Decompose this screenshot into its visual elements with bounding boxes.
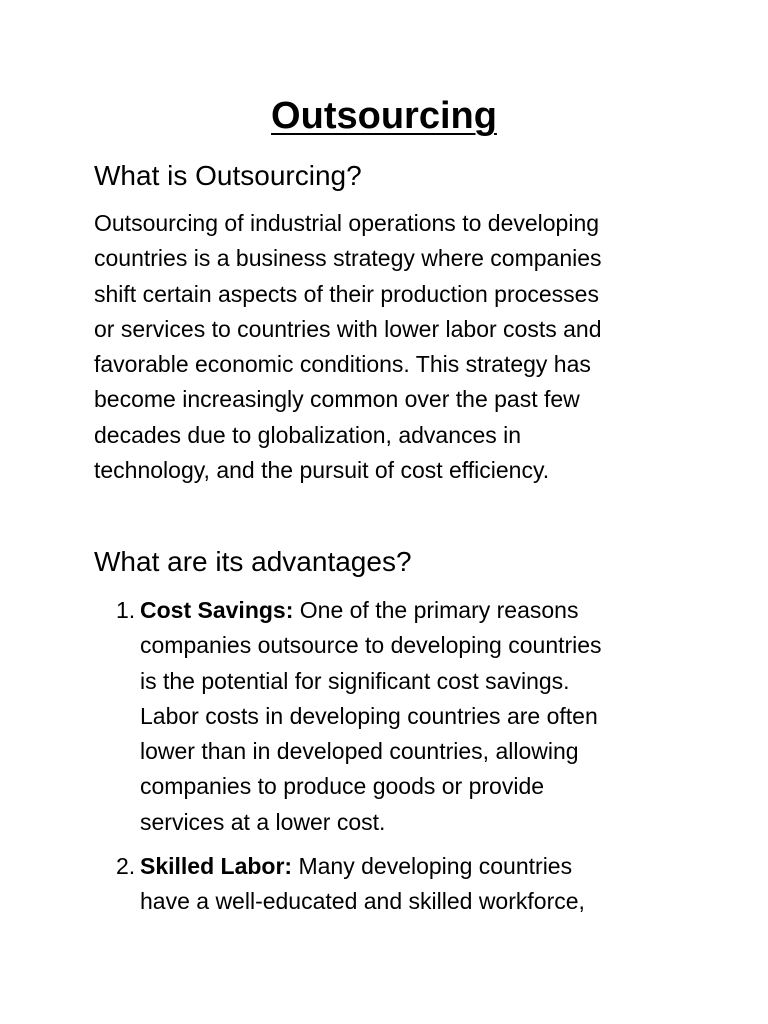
list-item-line: is the potential for significant cost savings. [140, 667, 570, 694]
section-heading-advantages: What are its advantages? [94, 546, 412, 577]
paragraph-line: shift certain aspects of their production processes [94, 280, 599, 307]
list-item-body [140, 593, 700, 840]
paragraph-line: decades due to globalization, advances in [94, 421, 522, 448]
list-item-number: 2. [116, 853, 136, 880]
paragraph-line: countries is a business strategy where companies [94, 245, 602, 272]
list-item-line: companies to produce goods or provide [140, 773, 545, 800]
document-title: Outsourcing [271, 95, 497, 137]
list-item-line: services at a lower cost. [140, 808, 386, 835]
list-item-first-line [140, 849, 700, 884]
paragraph-line: Outsourcing of industrial operations to developing [94, 210, 600, 236]
paragraph-line: or services to countries with lower labor costs and [94, 315, 602, 342]
list-item-line: have a well-educated and skilled workforce, [140, 888, 585, 915]
list-item-first-text: Many developing countries [292, 853, 573, 880]
advantages-list [0, 593, 768, 929]
list-item-line: lower than in developed countries, allowing [140, 738, 579, 765]
list-item-lead: Skilled Labor: [140, 853, 293, 880]
section-heading-what-is: What is Outsourcing? [94, 160, 362, 191]
list-item-line: companies outsource to developing countries [140, 632, 602, 659]
list-item-lead: Cost Savings: [140, 597, 294, 623]
list-item-first-line [140, 593, 700, 628]
intro-paragraph [94, 206, 694, 488]
list-item-skilled-labor [0, 849, 768, 920]
paragraph-line: technology, and the pursuit of cost efficiency. [94, 457, 550, 484]
list-item-first-text: One of the primary reasons [293, 597, 579, 623]
list-item-cost-savings [0, 593, 768, 840]
paragraph-line: favorable economic conditions. This strategy has [94, 351, 591, 378]
list-item-body [140, 849, 700, 920]
list-item-line: Labor costs in developing countries are often [140, 702, 598, 729]
list-item-number: 1. [116, 597, 136, 623]
paragraph-line: become increasingly common over the past few [94, 386, 580, 413]
